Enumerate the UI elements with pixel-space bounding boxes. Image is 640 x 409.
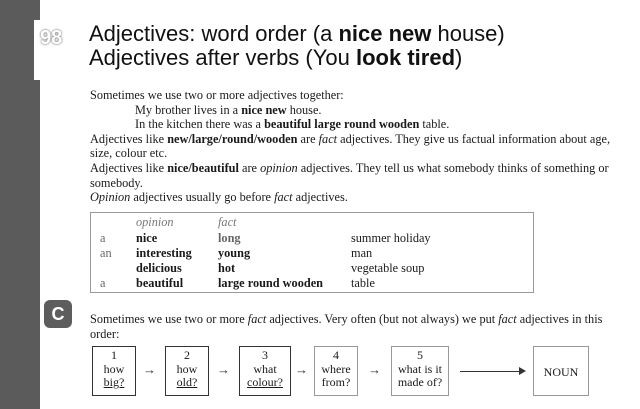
long-arrow-icon: [460, 371, 524, 372]
table-row-1-opinion: nice: [136, 231, 158, 245]
arrow-icon: →: [295, 362, 308, 377]
table-row-2-fact: young: [218, 246, 251, 260]
noun-box: NOUN: [533, 346, 589, 396]
arrow-icon: →: [143, 362, 156, 377]
example-2: In the kitchen there was a beautiful large round wooden table.: [135, 117, 450, 132]
intro-p1: Sometimes we use two or more adjectives together:: [90, 88, 344, 102]
title-line-2: Adjectives after verbs (You look tired): [89, 45, 463, 70]
order-box-3: 3 what colour?: [239, 346, 291, 396]
table-row-1-noun: summer holiday: [351, 231, 431, 245]
table-row-2-noun: man: [351, 246, 373, 260]
intro-section: [90, 88, 630, 205]
order-box-4: 4 where from?: [314, 346, 358, 396]
table-row-4-fact: large round wooden: [218, 276, 323, 290]
example-1: My brother lives in a nice new house.: [135, 102, 322, 117]
intro-p2: Adjectives like new/large/round/wooden are fact adjectives. They give us factual information about age, size, colour etc.: [90, 131, 611, 161]
arrow-icon: →: [368, 362, 381, 377]
page-title: [89, 22, 505, 70]
order-box-5: 5 what is it made of?: [391, 346, 449, 396]
table-row-4-article: a: [100, 276, 106, 290]
intro-p3: Adjectives like nice/beautiful are opinion adjectives. They tell us what somebody thinks of something or somebody.: [90, 160, 609, 190]
section-badge: C: [44, 300, 72, 328]
adjective-order-table: [90, 212, 534, 293]
order-box-2: 2 how old?: [165, 346, 209, 396]
table-row-3-opinion: delicious: [136, 261, 182, 275]
table-row-1-fact: long: [218, 231, 241, 245]
table-row-2-opinion: interesting: [136, 246, 192, 260]
table-row-4-noun: table: [351, 276, 375, 290]
section-2-text: Sometimes we use two or more fact adjectives. Very often (but not always) we put fact adjectives in this order:: [90, 312, 603, 341]
arrow-icon: →: [217, 362, 230, 377]
order-box-1: 1 how big?: [92, 346, 136, 396]
table-row-1-article: a: [100, 231, 106, 245]
intro-p4: Opinion adjectives usually go before fact adjectives.: [90, 190, 348, 205]
table-head-fact: fact: [218, 215, 237, 229]
table-row-4-opinion: beautiful: [136, 276, 184, 290]
title-line-1: Adjectives: word order (a nice new house): [89, 21, 505, 46]
table-row-3-fact: hot: [218, 261, 236, 275]
unit-number: 98: [40, 27, 63, 49]
table-head-opinion: opinion: [136, 215, 174, 229]
table-row-2-article: an: [100, 246, 112, 260]
table-row-3-noun: vegetable soup: [351, 261, 425, 275]
